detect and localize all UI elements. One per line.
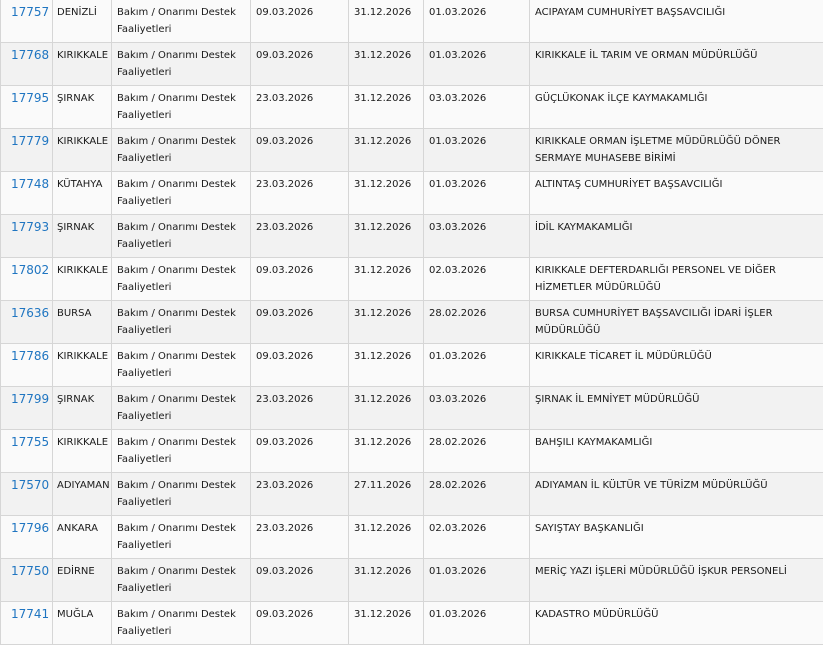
end-date-cell: 31.12.2026 bbox=[349, 129, 424, 172]
listing-id-cell bbox=[1, 430, 53, 473]
start-date-cell: 23.03.2026 bbox=[251, 172, 349, 215]
city-cell: ADIYAMAN bbox=[53, 473, 112, 516]
deadline-date-cell: 01.03.2026 bbox=[424, 129, 530, 172]
listing-id-link[interactable]: 17750 bbox=[11, 564, 50, 578]
end-date-cell: 31.12.2026 bbox=[349, 387, 424, 430]
table-row bbox=[1, 387, 823, 430]
listing-id-link[interactable]: 17799 bbox=[11, 392, 50, 406]
start-date-cell: 23.03.2026 bbox=[251, 387, 349, 430]
deadline-date-cell: 28.02.2026 bbox=[424, 430, 530, 473]
category-cell: Bakım / Onarımı Destek Faaliyetleri bbox=[112, 516, 251, 559]
category-cell: Bakım / Onarımı Destek Faaliyetleri bbox=[112, 301, 251, 344]
table-row bbox=[1, 258, 823, 301]
category-cell: Bakım / Onarımı Destek Faaliyetleri bbox=[112, 258, 251, 301]
listing-id-cell bbox=[1, 215, 53, 258]
institution-cell: BAHŞILI KAYMAKAMLIĞI bbox=[530, 430, 823, 473]
table-row bbox=[1, 43, 823, 86]
listing-id-cell bbox=[1, 516, 53, 559]
listing-id-link[interactable]: 17802 bbox=[11, 263, 50, 277]
institution-cell: GÜÇLÜKONAK İLÇE KAYMAKAMLIĞI bbox=[530, 86, 823, 129]
institution-cell: KADASTRO MÜDÜRLÜĞÜ bbox=[530, 602, 823, 645]
listing-id-link[interactable]: 17741 bbox=[11, 607, 50, 621]
deadline-date-cell: 01.03.2026 bbox=[424, 43, 530, 86]
city-cell: ŞIRNAK bbox=[53, 215, 112, 258]
listing-id-link[interactable]: 17796 bbox=[11, 521, 50, 535]
start-date-cell: 09.03.2026 bbox=[251, 602, 349, 645]
start-date-cell: 09.03.2026 bbox=[251, 0, 349, 43]
city-cell: ŞIRNAK bbox=[53, 387, 112, 430]
category-cell: Bakım / Onarımı Destek Faaliyetleri bbox=[112, 602, 251, 645]
table-row bbox=[1, 172, 823, 215]
institution-cell: KIRIKKALE TİCARET İL MÜDÜRLÜĞÜ bbox=[530, 344, 823, 387]
table-body bbox=[1, 0, 823, 645]
listing-id-link[interactable]: 17570 bbox=[11, 478, 50, 492]
category-cell: Bakım / Onarımı Destek Faaliyetleri bbox=[112, 473, 251, 516]
deadline-date-cell: 01.03.2026 bbox=[424, 0, 530, 43]
institution-cell: ŞIRNAK İL EMNİYET MÜDÜRLÜĞÜ bbox=[530, 387, 823, 430]
table-row bbox=[1, 602, 823, 645]
table-row bbox=[1, 0, 823, 43]
deadline-date-cell: 28.02.2026 bbox=[424, 473, 530, 516]
end-date-cell: 31.12.2026 bbox=[349, 43, 424, 86]
institution-cell: KIRIKKALE ORMAN İŞLETME MÜDÜRLÜĞÜ DÖNER SERMAYE MUHASEBE BİRİMİ bbox=[530, 129, 823, 172]
city-cell: ANKARA bbox=[53, 516, 112, 559]
deadline-date-cell: 03.03.2026 bbox=[424, 387, 530, 430]
end-date-cell: 31.12.2026 bbox=[349, 344, 424, 387]
start-date-cell: 23.03.2026 bbox=[251, 516, 349, 559]
deadline-date-cell: 03.03.2026 bbox=[424, 215, 530, 258]
listing-id-link[interactable]: 17636 bbox=[11, 306, 50, 320]
institution-cell: KIRIKKALE DEFTERDARLIĞI PERSONEL VE DİĞER HİZMETLER MÜDÜRLÜĞÜ bbox=[530, 258, 823, 301]
institution-cell: ACIPAYAM CUMHURİYET BAŞSAVCILIĞI bbox=[530, 0, 823, 43]
table-row bbox=[1, 473, 823, 516]
category-cell: Bakım / Onarımı Destek Faaliyetleri bbox=[112, 430, 251, 473]
category-cell: Bakım / Onarımı Destek Faaliyetleri bbox=[112, 344, 251, 387]
institution-cell: İDİL KAYMAKAMLIĞI bbox=[530, 215, 823, 258]
listing-id-link[interactable]: 17755 bbox=[11, 435, 50, 449]
deadline-date-cell: 28.02.2026 bbox=[424, 301, 530, 344]
city-cell: KIRIKKALE bbox=[53, 129, 112, 172]
listing-id-link[interactable]: 17795 bbox=[11, 91, 50, 105]
end-date-cell: 31.12.2026 bbox=[349, 172, 424, 215]
end-date-cell: 31.12.2026 bbox=[349, 559, 424, 602]
table-row bbox=[1, 516, 823, 559]
listing-id-link[interactable]: 17768 bbox=[11, 48, 50, 62]
institution-cell: MERİÇ YAZI İŞLERİ MÜDÜRLÜĞÜ İŞKUR PERSONELİ bbox=[530, 559, 823, 602]
start-date-cell: 09.03.2026 bbox=[251, 258, 349, 301]
listing-id-cell bbox=[1, 172, 53, 215]
table-row bbox=[1, 344, 823, 387]
listing-id-cell bbox=[1, 387, 53, 430]
start-date-cell: 23.03.2026 bbox=[251, 473, 349, 516]
start-date-cell: 09.03.2026 bbox=[251, 43, 349, 86]
table-row bbox=[1, 215, 823, 258]
listing-id-link[interactable]: 17757 bbox=[11, 5, 50, 19]
end-date-cell: 31.12.2026 bbox=[349, 258, 424, 301]
end-date-cell: 27.11.2026 bbox=[349, 473, 424, 516]
category-cell: Bakım / Onarımı Destek Faaliyetleri bbox=[112, 43, 251, 86]
deadline-date-cell: 01.03.2026 bbox=[424, 559, 530, 602]
city-cell: MUĞLA bbox=[53, 602, 112, 645]
institution-cell: ALTINTAŞ CUMHURİYET BAŞSAVCILIĞI bbox=[530, 172, 823, 215]
institution-cell: SAYIŞTAY BAŞKANLIĞI bbox=[530, 516, 823, 559]
city-cell: KIRIKKALE bbox=[53, 43, 112, 86]
deadline-date-cell: 02.03.2026 bbox=[424, 516, 530, 559]
listing-id-cell bbox=[1, 129, 53, 172]
city-cell: KÜTAHYA bbox=[53, 172, 112, 215]
table-row bbox=[1, 430, 823, 473]
listing-id-link[interactable]: 17748 bbox=[11, 177, 50, 191]
category-cell: Bakım / Onarımı Destek Faaliyetleri bbox=[112, 387, 251, 430]
deadline-date-cell: 01.03.2026 bbox=[424, 344, 530, 387]
end-date-cell: 31.12.2026 bbox=[349, 86, 424, 129]
start-date-cell: 09.03.2026 bbox=[251, 559, 349, 602]
category-cell: Bakım / Onarımı Destek Faaliyetleri bbox=[112, 215, 251, 258]
deadline-date-cell: 01.03.2026 bbox=[424, 172, 530, 215]
category-cell: Bakım / Onarımı Destek Faaliyetleri bbox=[112, 559, 251, 602]
listing-id-cell bbox=[1, 559, 53, 602]
listing-id-cell bbox=[1, 301, 53, 344]
start-date-cell: 09.03.2026 bbox=[251, 430, 349, 473]
start-date-cell: 09.03.2026 bbox=[251, 301, 349, 344]
start-date-cell: 09.03.2026 bbox=[251, 344, 349, 387]
deadline-date-cell: 03.03.2026 bbox=[424, 86, 530, 129]
end-date-cell: 31.12.2026 bbox=[349, 301, 424, 344]
end-date-cell: 31.12.2026 bbox=[349, 0, 424, 43]
start-date-cell: 09.03.2026 bbox=[251, 129, 349, 172]
listing-id-link[interactable]: 17779 bbox=[11, 134, 50, 148]
start-date-cell: 23.03.2026 bbox=[251, 215, 349, 258]
end-date-cell: 31.12.2026 bbox=[349, 602, 424, 645]
city-cell: KIRIKKALE bbox=[53, 344, 112, 387]
deadline-date-cell: 01.03.2026 bbox=[424, 602, 530, 645]
table-row bbox=[1, 559, 823, 602]
city-cell: EDİRNE bbox=[53, 559, 112, 602]
category-cell: Bakım / Onarımı Destek Faaliyetleri bbox=[112, 172, 251, 215]
city-cell: KIRIKKALE bbox=[53, 430, 112, 473]
listing-id-link[interactable]: 17793 bbox=[11, 220, 50, 234]
city-cell: BURSA bbox=[53, 301, 112, 344]
end-date-cell: 31.12.2026 bbox=[349, 430, 424, 473]
listing-id-cell bbox=[1, 86, 53, 129]
category-cell: Bakım / Onarımı Destek Faaliyetleri bbox=[112, 0, 251, 43]
city-cell: ŞIRNAK bbox=[53, 86, 112, 129]
table-row bbox=[1, 86, 823, 129]
table-row bbox=[1, 129, 823, 172]
institution-cell: BURSA CUMHURİYET BAŞSAVCILIĞI İDARİ İŞLER MÜDÜRLÜĞÜ bbox=[530, 301, 823, 344]
start-date-cell: 23.03.2026 bbox=[251, 86, 349, 129]
listing-id-cell bbox=[1, 344, 53, 387]
listing-id-cell bbox=[1, 43, 53, 86]
listing-id-cell bbox=[1, 473, 53, 516]
table-row bbox=[1, 301, 823, 344]
end-date-cell: 31.12.2026 bbox=[349, 516, 424, 559]
listing-id-cell bbox=[1, 602, 53, 645]
city-cell: DENİZLİ bbox=[53, 0, 112, 43]
city-cell: KIRIKKALE bbox=[53, 258, 112, 301]
institution-cell: ADIYAMAN İL KÜLTÜR VE TÜRİZM MÜDÜRLÜĞÜ bbox=[530, 473, 823, 516]
deadline-date-cell: 02.03.2026 bbox=[424, 258, 530, 301]
listing-id-cell bbox=[1, 0, 53, 43]
listing-id-cell bbox=[1, 258, 53, 301]
institution-cell: KIRIKKALE İL TARIM VE ORMAN MÜDÜRLÜĞÜ bbox=[530, 43, 823, 86]
category-cell: Bakım / Onarımı Destek Faaliyetleri bbox=[112, 129, 251, 172]
end-date-cell: 31.12.2026 bbox=[349, 215, 424, 258]
category-cell: Bakım / Onarımı Destek Faaliyetleri bbox=[112, 86, 251, 129]
listing-id-link[interactable]: 17786 bbox=[11, 349, 50, 363]
